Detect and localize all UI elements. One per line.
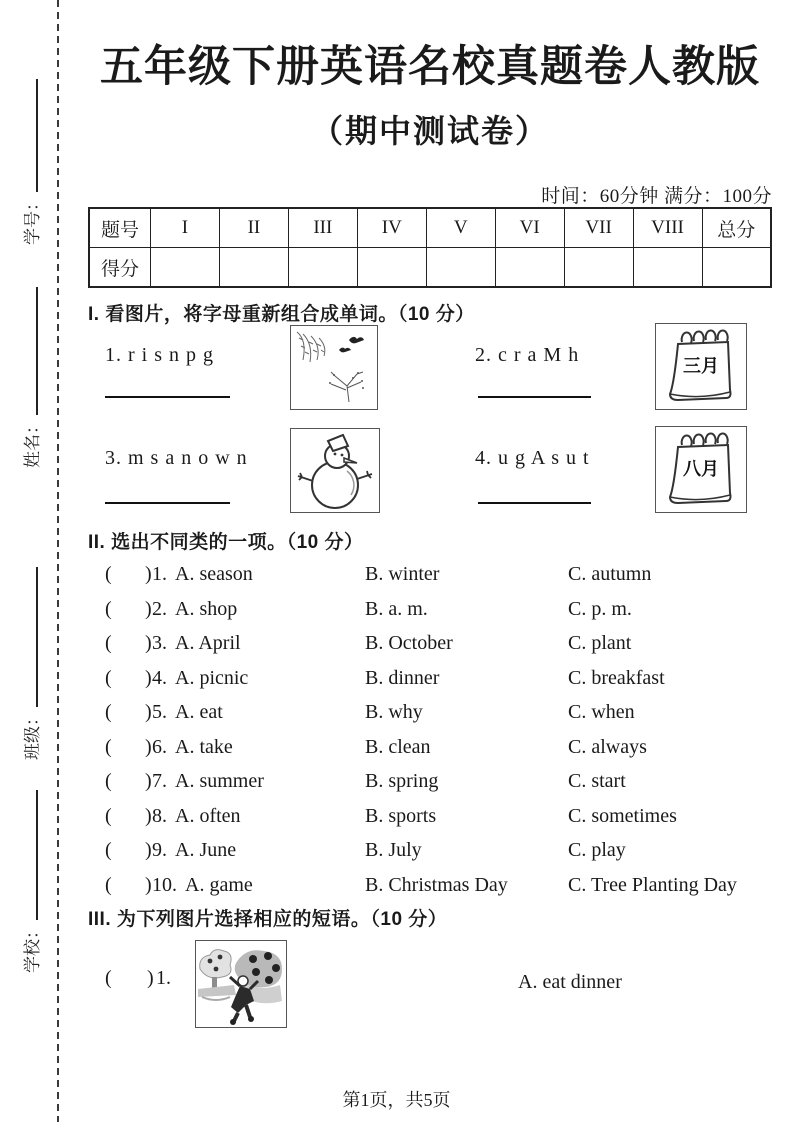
option-a: A. game — [185, 874, 253, 896]
s2-question-row-4 — [88, 667, 772, 693]
answer-slot-paren-close: ) — [145, 701, 152, 723]
student-id-blank[interactable] — [19, 79, 38, 192]
score-col-3: III — [288, 208, 357, 248]
question-and-option-a — [152, 701, 223, 724]
s1-q2-answer-blank[interactable] — [478, 374, 591, 398]
answer-slot-paren-close: ) — [145, 839, 152, 861]
option-a: A. take — [175, 736, 233, 758]
s2-question-row-1 — [88, 563, 772, 589]
question-number: 4. — [152, 667, 167, 689]
s2-question-row-2 — [88, 598, 772, 624]
answer-slot-paren-open[interactable]: ( — [105, 736, 112, 758]
score-col-6: VI — [495, 208, 564, 248]
question-number: 7. — [152, 770, 167, 792]
option-b: B. dinner — [365, 667, 440, 689]
question-number: 10. — [152, 874, 177, 896]
option-a: A. season — [175, 563, 253, 585]
question-number: 6. — [152, 736, 167, 758]
question-number: 1. — [152, 563, 167, 585]
section1-heading: I. 看图片，将字母重新组合成单词。（10 分） — [88, 304, 475, 325]
binding-dashed-line — [57, 0, 59, 1122]
answer-slot-paren-open[interactable]: ( — [105, 967, 112, 989]
answer-slot-paren-open[interactable]: ( — [105, 632, 112, 654]
s1-q3-letters: 3. m s a n o w n — [105, 447, 248, 469]
option-c: C. always — [568, 736, 647, 758]
answer-slot-paren-close: ) — [147, 967, 154, 989]
question-number: 5. — [152, 701, 167, 723]
option-b: B. Christmas Day — [365, 874, 508, 896]
option-c: C. Tree Planting Day — [568, 874, 737, 896]
question-number: 9. — [152, 839, 167, 861]
option-b: B. October — [365, 632, 453, 654]
score-col-7: VII — [564, 208, 633, 248]
page-title: 五年级下册英语名校真题卷人教版 — [100, 44, 760, 91]
question-and-option-a — [152, 598, 237, 621]
score-cell-7[interactable] — [564, 248, 633, 288]
answer-slot-paren-open[interactable]: ( — [105, 563, 112, 585]
option-c: C. autumn — [568, 563, 652, 585]
s1-q4-letters: 4. u g A s u t — [475, 447, 590, 469]
option-b: B. winter — [365, 563, 440, 585]
option-c: C. breakfast — [568, 667, 665, 689]
score-col-8: VIII — [633, 208, 702, 248]
student-name-field — [18, 287, 43, 468]
option-c: C. plant — [568, 632, 632, 654]
student-name-blank[interactable] — [19, 287, 38, 415]
answer-slot-paren-close: ) — [145, 805, 152, 827]
option-a: A. shop — [175, 598, 238, 620]
s1-q3-picture-snowman — [290, 428, 380, 513]
answer-slot-paren-close: ) — [145, 563, 152, 585]
option-b: B. July — [365, 839, 422, 861]
s2-question-row-5 — [88, 701, 772, 727]
school-label: 学校： — [23, 922, 42, 973]
class-blank[interactable] — [19, 567, 38, 707]
option-a: A. eat — [175, 701, 223, 723]
score-cell-total[interactable] — [702, 248, 771, 288]
calendar-august-label: 八月 — [683, 459, 719, 479]
class-label: 班级： — [23, 709, 42, 760]
section2-heading: II. 选出不同类的一项。（10 分） — [88, 532, 364, 553]
option-c: C. p. m. — [568, 598, 632, 620]
score-table-corner: 题号 — [89, 208, 151, 248]
answer-slot-paren-open[interactable]: ( — [105, 598, 112, 620]
option-c: C. when — [568, 701, 635, 723]
score-cell-2[interactable] — [219, 248, 288, 288]
answer-slot-paren-open[interactable]: ( — [105, 701, 112, 723]
score-cell-1[interactable] — [151, 248, 220, 288]
calendar-august-drawing — [656, 427, 746, 512]
question-number: 8. — [152, 805, 167, 827]
s2-question-row-3 — [88, 632, 772, 658]
s1-q4-picture-calendar-august — [655, 426, 747, 513]
question-and-option-a — [152, 770, 264, 793]
score-table — [88, 207, 772, 288]
section3-heading: III. 为下列图片选择相应的短语。（10 分） — [88, 909, 448, 930]
option-a: A. often — [175, 805, 241, 827]
score-col-1: I — [151, 208, 220, 248]
s1-q1-picture-spring — [290, 325, 378, 410]
question-and-option-a — [152, 839, 236, 862]
answer-slot-paren-close: ) — [145, 667, 152, 689]
option-a: A. April — [175, 632, 241, 654]
option-a: A. June — [175, 839, 237, 861]
s2-question-row-7 — [88, 770, 772, 796]
option-b: B. sports — [365, 805, 437, 827]
student-name-label: 姓名： — [23, 417, 42, 468]
option-b: B. spring — [365, 770, 439, 792]
option-a: A. summer — [175, 770, 264, 792]
score-cell-6[interactable] — [495, 248, 564, 288]
score-cell-5[interactable] — [426, 248, 495, 288]
option-b: B. why — [365, 701, 423, 723]
question-and-option-a — [152, 667, 248, 690]
student-id-field — [18, 79, 43, 245]
page-subtitle: （期中测试卷） — [310, 113, 549, 149]
question-and-option-a — [152, 874, 253, 897]
question-and-option-a — [152, 805, 241, 828]
answer-slot-paren-open[interactable]: ( — [105, 839, 112, 861]
score-cell-3[interactable] — [288, 248, 357, 288]
option-b: B. a. m. — [365, 598, 428, 620]
s3-question-number: 1. — [156, 967, 171, 989]
calendar-march-label: 三月 — [683, 356, 719, 376]
question-number: 2. — [152, 598, 167, 620]
answer-slot-paren-close: ) — [145, 632, 152, 654]
question-number: 3. — [152, 632, 167, 654]
school-field — [18, 790, 43, 973]
picking-apples-drawing — [196, 941, 286, 1027]
score-table-header-row — [89, 208, 771, 248]
s2-question-row-10 — [88, 874, 772, 900]
s2-question-row-8 — [88, 805, 772, 831]
question-and-option-a — [152, 563, 253, 586]
s1-q2-letters: 2. c r a M h — [475, 344, 580, 366]
s1-q2-picture-calendar-march — [655, 323, 747, 410]
answer-slot-paren-close: ) — [145, 770, 152, 792]
s1-q1-answer-blank[interactable] — [105, 374, 230, 398]
time-score-meta: 时间：60分钟 满分：100分 — [541, 186, 772, 207]
answer-slot-paren-open[interactable]: ( — [105, 667, 112, 689]
s2-question-row-9 — [88, 839, 772, 865]
option-b: B. clean — [365, 736, 431, 758]
answer-slot-paren-close: ) — [145, 736, 152, 758]
option-c: C. start — [568, 770, 626, 792]
score-col-total: 总分 — [702, 208, 771, 248]
score-col-5: V — [426, 208, 495, 248]
score-col-2: II — [219, 208, 288, 248]
s1-q1-letters: 1. r i s n p g — [105, 344, 214, 366]
score-table-score-row — [89, 248, 771, 288]
s1-q3-answer-blank[interactable] — [105, 480, 230, 504]
school-blank[interactable] — [19, 790, 38, 920]
option-c: C. play — [568, 839, 626, 861]
s3-option-a: A. eat dinner — [518, 971, 622, 993]
s1-q4-answer-blank[interactable] — [478, 480, 591, 504]
score-cell-4[interactable] — [357, 248, 426, 288]
answer-slot-paren-close: ) — [145, 598, 152, 620]
question-and-option-a — [152, 632, 241, 655]
answer-slot-paren-close: ) — [145, 874, 152, 896]
answer-slot-paren-open[interactable]: ( — [105, 874, 112, 896]
option-c: C. sometimes — [568, 805, 677, 827]
snowman-drawing — [291, 429, 379, 512]
answer-slot-paren-open[interactable]: ( — [105, 805, 112, 827]
student-id-label: 学号： — [23, 194, 42, 245]
score-row-label: 得分 — [89, 248, 151, 288]
s2-question-row-6 — [88, 736, 772, 762]
score-col-4: IV — [357, 208, 426, 248]
s3-q1-picture-picking-apples — [195, 940, 287, 1028]
spring-scene-drawing — [291, 326, 377, 409]
option-a: A. picnic — [175, 667, 249, 689]
class-field — [18, 567, 43, 760]
answer-slot-paren-open[interactable]: ( — [105, 770, 112, 792]
calendar-march-drawing — [656, 324, 746, 409]
page-number-footer: 第1页，共5页 — [342, 1090, 451, 1110]
question-and-option-a — [152, 736, 233, 759]
score-cell-8[interactable] — [633, 248, 702, 288]
